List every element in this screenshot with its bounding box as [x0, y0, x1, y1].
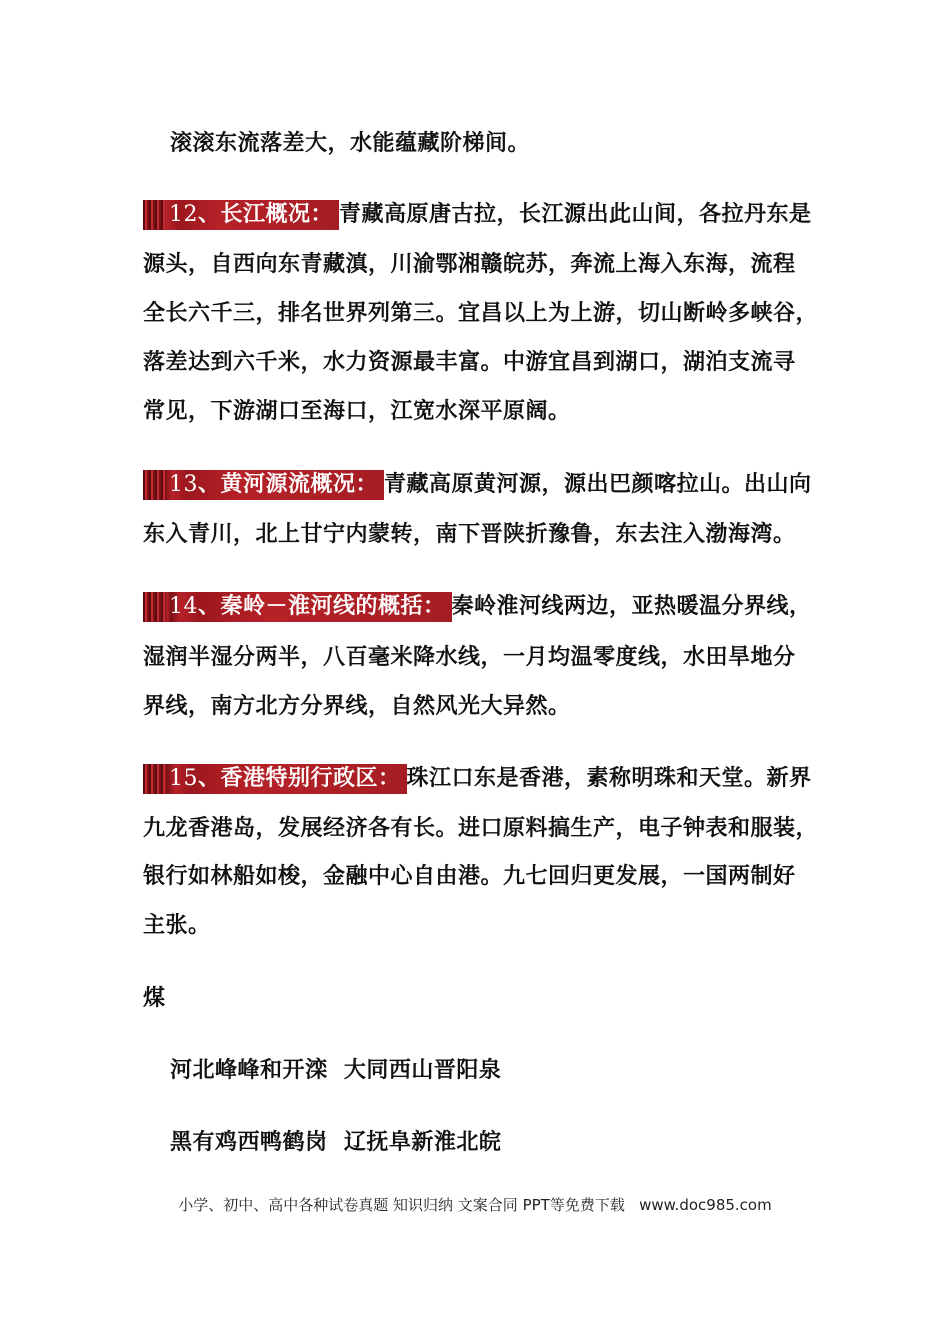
section-15-first-line: [143, 764, 812, 794]
paragraph-line: 源头，自西向东青藏滇，川渝鄂湘赣皖苏，奔流上海入东海，流程: [143, 252, 796, 277]
heading-number: 13: [169, 472, 198, 497]
heading-title: 、秦岭－淮河线的概括：: [198, 594, 446, 619]
heading-title: 、香港特别行政区：: [198, 766, 401, 791]
section-13-first-line: [143, 470, 812, 500]
paragraph-line: 湿润半湿分两半，八百毫米降水线，一月均温零度线，水田旱地分: [143, 645, 796, 670]
paragraph-line: 珠江口东是香港，素称明珠和天堂。新界: [406, 766, 812, 791]
coal-line: 河北峰峰和开滦 大同西山晋阳泉: [170, 1058, 502, 1083]
section-heading-14: [143, 592, 452, 622]
coal-line: 黑有鸡西鸭鹤岗 辽抚阜新淮北皖: [170, 1130, 502, 1155]
paragraph-line: 九龙香港岛，发展经济各有长。进口原料搞生产，电子钟表和服装，: [143, 816, 819, 841]
heading-title: 、长江概况：: [198, 202, 334, 227]
paragraph-line: 秦岭淮河线两边，亚热暖温分界线，: [451, 594, 812, 619]
footer-text: 小学、初中、高中各种试卷真题 知识归纳 文案合同 PPT等免费下载 www.doc985.com: [178, 1196, 772, 1214]
section-12-first-line: [143, 200, 812, 230]
paragraph-line: 青藏高原黄河源，源出巴颜喀拉山。出山向: [384, 472, 812, 497]
intro-line: 滚滚东流落差大，水能蕴藏阶梯间。: [170, 131, 531, 156]
paragraph-line: 银行如林船如梭，金融中心自由港。九七回归更发展，一国两制好: [143, 864, 796, 889]
heading-title: 、黄河源流概况：: [198, 472, 379, 497]
section-heading-12: [143, 200, 339, 230]
heading-number: 15: [169, 766, 198, 791]
paragraph-line: 落差达到六千米，水力资源最丰富。中游宜昌到湖口，湖泊支流寻: [143, 350, 796, 375]
section-heading-13: [143, 470, 384, 500]
paragraph-line: 主张。: [143, 913, 211, 938]
heading-number: 14: [169, 594, 198, 619]
paragraph-line: 界线，南方北方分界线，自然风光大异然。: [143, 694, 571, 719]
section-14-first-line: [143, 592, 812, 622]
section-heading-15: [143, 764, 407, 794]
paragraph-line: 青藏高原唐古拉，长江源出此山间，各拉丹东是: [339, 202, 812, 227]
coal-title: 煤: [143, 986, 166, 1011]
paragraph-line: 东入青川，北上甘宁内蒙转，南下晋陕折豫鲁，东去注入渤海湾。: [143, 522, 796, 547]
heading-number: 12: [169, 202, 198, 227]
paragraph-line: 全长六千三，排名世界列第三。宜昌以上为上游，切山断岭多峡谷，: [143, 301, 819, 326]
paragraph-line: 常见，下游湖口至海口，江宽水深平原阔。: [143, 399, 571, 424]
